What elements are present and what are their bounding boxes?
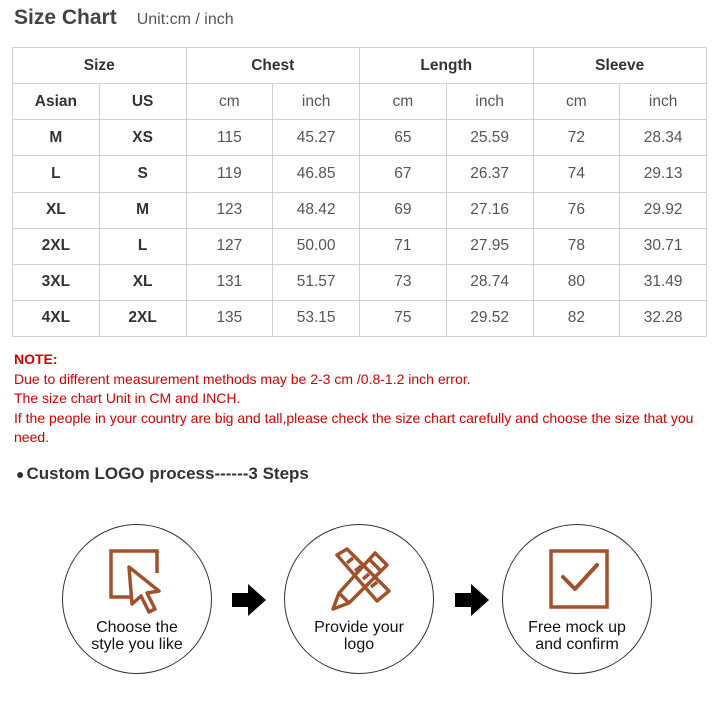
table-cell: S [99,156,186,192]
table-cell: XL [99,264,186,300]
subheader-cell: cm [186,84,273,120]
step-choose-style [62,524,212,674]
table-row [13,264,707,300]
table-cell: L [13,156,100,192]
table-cell: 46.85 [273,156,360,192]
table-cell: 82 [533,300,620,336]
table-cell: 115 [186,120,273,156]
cursor-select-icon [103,545,173,615]
arrow-right-icon [232,584,266,616]
table-cell: 29.92 [620,192,707,228]
note-line: Due to different measurement methods may be 2-3 cm /0.8-1.2 inch error. [14,370,471,387]
table-cell: 65 [360,120,447,156]
table-cell: 32.28 [620,300,707,336]
table-cell: 26.37 [446,156,533,192]
table-cell: 131 [186,264,273,300]
table-cell: 72 [533,120,620,156]
arrow-right-icon [455,584,489,616]
note-line: The size chart Unit in CM and INCH. [14,390,241,406]
note-title: NOTE: [14,351,58,367]
table-cell: 3XL [13,264,100,300]
table-group-row [13,48,707,84]
table-cell: 27.16 [446,192,533,228]
table-cell: 69 [360,192,447,228]
logo-process-heading [16,464,309,484]
subheader-cell: cm [360,84,447,120]
step-label: Choose the style you like [91,619,183,653]
table-cell: 29.52 [446,300,533,336]
table-row [13,156,707,192]
table-cell: 2XL [13,228,100,264]
table-cell: 25.59 [446,120,533,156]
table-cell: 67 [360,156,447,192]
subheader-cell: cm [533,84,620,120]
checkbox-icon [543,545,613,615]
table-cell: XS [99,120,186,156]
table-cell: M [99,192,186,228]
subheader-cell: inch [446,84,533,120]
table-row [13,192,707,228]
table-cell: L [99,228,186,264]
table-cell: 51.57 [273,264,360,300]
table-cell: 123 [186,192,273,228]
header [14,6,234,30]
subheader-cell: Asian [13,84,100,120]
table-cell: 53.15 [273,300,360,336]
table-cell: 78 [533,228,620,264]
table-cell: 31.49 [620,264,707,300]
table-row [13,300,707,336]
logo-process-heading-text: Custom LOGO process------3 Steps [26,464,309,483]
table-row [13,228,707,264]
step-label: Free mock up and confirm [528,619,626,653]
table-cell: 45.27 [273,120,360,156]
table-cell: 4XL [13,300,100,336]
table-cell: 50.00 [273,228,360,264]
table-cell: 28.74 [446,264,533,300]
step-mockup-confirm [502,524,652,674]
subheader-cell: US [99,84,186,120]
table-cell: 75 [360,300,447,336]
unit-label: Unit:cm / inch [136,11,234,28]
table-subheader-row [13,84,707,120]
group-header-length: Length [360,48,534,84]
table-cell: 48.42 [273,192,360,228]
table-cell: 80 [533,264,620,300]
subheader-cell: inch [273,84,360,120]
table-cell: 29.13 [620,156,707,192]
table-cell: 71 [360,228,447,264]
table-row [13,120,707,156]
subheader-cell: inch [620,84,707,120]
step-label: Provide your logo [314,619,404,653]
step-provide-logo [284,524,434,674]
table-cell: 74 [533,156,620,192]
table-cell: 28.34 [620,120,707,156]
table-cell: 119 [186,156,273,192]
table-cell: 76 [533,192,620,228]
pencil-ruler-icon [325,545,395,615]
table-cell: XL [13,192,100,228]
group-header-chest: Chest [186,48,360,84]
note-line: If the people in your country are big and tall,please check the size chart carefully and choose the size that you need. [14,409,694,445]
group-header-sleeve: Sleeve [533,48,707,84]
table-cell: 73 [360,264,447,300]
page-title: Size Chart [14,6,117,29]
note-block [14,350,704,448]
table-cell: 127 [186,228,273,264]
table-cell: 30.71 [620,228,707,264]
table-cell: M [13,120,100,156]
table-cell: 2XL [99,300,186,336]
group-header-size: Size [13,48,187,84]
table-cell: 27.95 [446,228,533,264]
size-chart-table [12,47,707,337]
bullet-icon: ● [16,466,25,482]
table-cell: 135 [186,300,273,336]
